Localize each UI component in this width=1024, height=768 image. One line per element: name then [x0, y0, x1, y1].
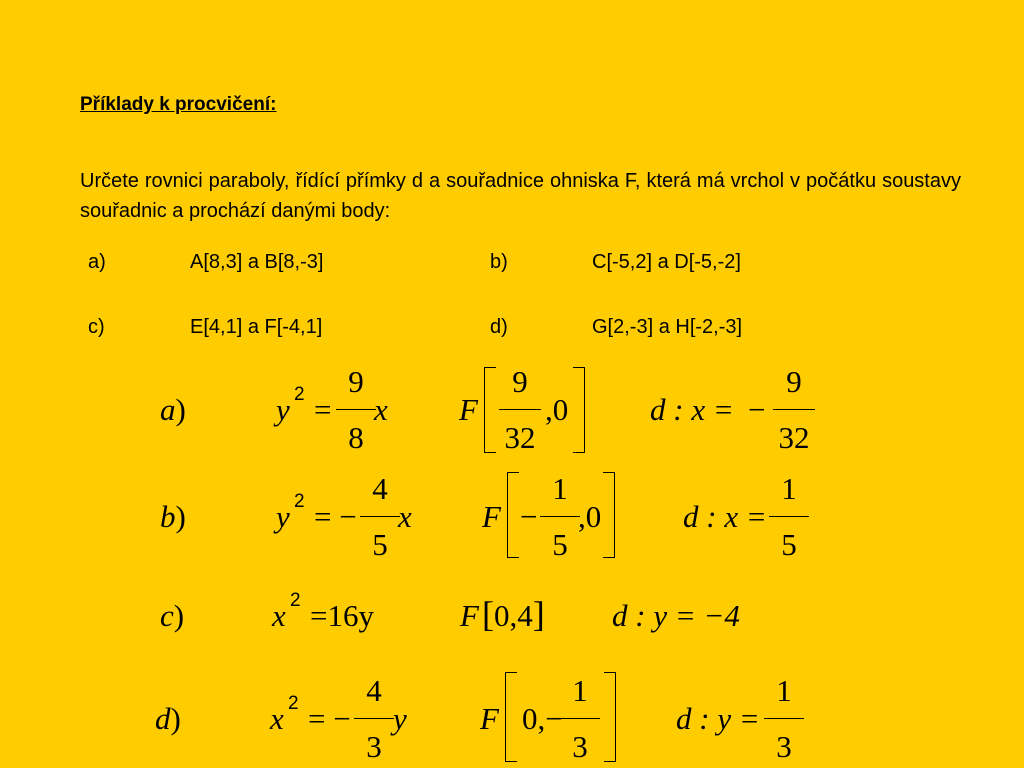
solution-d-eq-rhs: y: [393, 701, 407, 736]
option-a-points: A[8,3] a B[8,-3]: [190, 251, 324, 273]
solution-a-directrix-minus: −: [748, 392, 766, 427]
solution-d-label: d): [155, 701, 181, 736]
solution-a-eq-rhs: x: [374, 392, 388, 427]
heading: Příklady k procvičení:: [80, 94, 277, 115]
solution-a-eq-var: y: [276, 392, 290, 427]
solution-b-eq-var: y: [276, 499, 290, 534]
option-d-label: d): [490, 316, 508, 338]
solution-d-focus-label: F: [480, 701, 499, 736]
solution-d-eq-sign: = −: [308, 701, 351, 736]
solution-a-label: a): [160, 392, 186, 427]
solution-a-right-bracket: [573, 367, 585, 453]
solution-a-focus-label: F: [459, 392, 478, 427]
solution-d-eq-var: x: [270, 701, 284, 736]
option-c-points: E[4,1] a F[-4,1]: [190, 316, 323, 338]
solution-d-right-bracket: [604, 672, 616, 762]
solution-a-directrix: d : x =: [650, 392, 734, 427]
solution-b-right-bracket: [603, 472, 615, 558]
solution-c-focus-value: [0,4]: [482, 594, 545, 634]
solution-d-focus-first: 0,−: [522, 701, 563, 736]
solution-d-directrix: d : y =: [676, 701, 760, 736]
solution-b-focus-rest: ,0: [578, 499, 602, 534]
option-a-label: a): [88, 251, 106, 273]
option-d-points: G[2,-3] a H[-2,-3]: [592, 316, 743, 338]
solution-b-directrix: d : x =: [683, 499, 767, 534]
option-b-points: C[-5,2] a D[-5,-2]: [592, 251, 741, 273]
solution-b-eq-exp: 2: [294, 491, 305, 512]
task-text: Určete rovnici paraboly, řídící přímky d a souřadnice ohniska F, která má vrchol v počátku soustavy souřadnic a prochází danými body:: [80, 170, 961, 222]
solution-c-focus-label: F: [460, 598, 479, 633]
solution-d-left-bracket: [505, 672, 517, 762]
solution-a-focus-rest: ,0: [545, 392, 569, 427]
solution-b-eq-rhs: x: [398, 499, 412, 534]
solution-b-label: b): [160, 499, 186, 534]
solution-a-left-bracket: [484, 367, 496, 453]
slide: Příklady k procvičení: Určete rovnici paraboly, řídící přímky d a souřadnice ohniska F, která má vrchol v počátku soustavy souřadnic a prochází danými body: a) A[8,3] a B[8,-3] b) C[-5,2] a D[-5,-2] c) E[4,1] a F[-4,1] d) G[2,-3] a H[-2,-3] a) y 2 = 9 8 x F 9 32 ,0 d : x = − 9 32 b) y 2 = − 4 5 x F − 1 5 ,0 d : x = 1 5 c) x 2 =16y F [0,4] d : y = −4 d) x 2 = − 4 3 y F 0,− 1 3 d : y = 1 3: [80, 94, 961, 764]
solution-b-eq-sign: = −: [314, 499, 357, 534]
solution-d-eq-exp: 2: [288, 693, 299, 714]
solution-b-focus-label: F: [482, 499, 501, 534]
solution-c-label: c): [160, 598, 185, 633]
solution-c-eq-rhs: =16y: [310, 598, 374, 633]
option-c-label: c): [88, 316, 105, 338]
option-b-label: b): [490, 251, 508, 273]
solution-b-left-bracket: [507, 472, 519, 558]
solution-b-focus-minus: −: [520, 499, 538, 534]
solution-c-directrix: d : y = −4: [612, 598, 740, 633]
solution-c-eq-var: x: [272, 598, 286, 633]
solution-a-eq-sign: =: [314, 392, 332, 427]
solution-c-eq-exp: 2: [290, 590, 301, 611]
solution-a-eq-exp: 2: [294, 384, 305, 405]
